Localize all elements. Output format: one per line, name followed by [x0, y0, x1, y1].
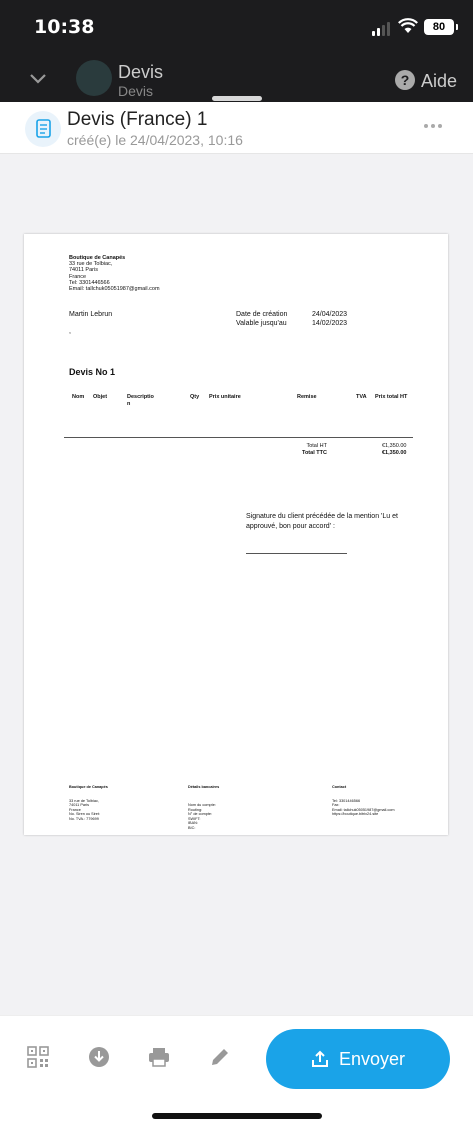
- signal-icon: [372, 22, 390, 36]
- created-label: Date de création: [236, 311, 288, 318]
- edit-icon[interactable]: [209, 1046, 231, 1068]
- more-icon[interactable]: [424, 124, 442, 128]
- wifi-icon: [398, 18, 418, 34]
- created-value: 24/04/2023: [312, 311, 348, 318]
- help-icon[interactable]: ?: [395, 70, 415, 90]
- date-labels: [236, 311, 287, 328]
- send-button[interactable]: [266, 1029, 450, 1089]
- date-values: [312, 311, 347, 328]
- valid-label: Valable jusqu'au: [236, 319, 287, 327]
- help-button[interactable]: Aide: [421, 71, 458, 91]
- status-bar: [0, 0, 473, 56]
- qr-code-icon[interactable]: [27, 1046, 49, 1068]
- document-sheet: [0, 102, 473, 1069]
- company-block: [69, 255, 160, 292]
- signature-line: [246, 553, 347, 554]
- background-subtitle: Devis: [118, 83, 154, 99]
- signature-text: Signature du client précédée de la mention 'Lu et approuvé, bon pour accord' :: [246, 513, 398, 530]
- footer-company-lines: 33 rue de Tolbiac, 74011 Paris France No. Siren ou Siret: No. TVA.: 779699: [69, 798, 101, 821]
- footer-contact-lines: Tel: 3301446566 Fax: Email: tallchuk05051987@gmail.com https://boutique.bitrix24.site: [332, 798, 395, 816]
- sheet-header: [0, 102, 473, 154]
- app-icon: [76, 60, 112, 96]
- total-ht-value: €1,350.00: [382, 443, 407, 449]
- company-name: Boutique de Canapés: [69, 255, 126, 261]
- valid-value: 14/02/2023: [312, 319, 348, 327]
- upload-icon: [311, 1050, 329, 1068]
- company-email: Email: tallchuk05051987@gmail.com: [69, 286, 160, 293]
- footer-contact-title: Contact: [332, 785, 347, 789]
- client-name: Martin Lebrun: [69, 311, 113, 318]
- column-header: Objet: [93, 394, 108, 400]
- column-header: Descriptio n: [127, 394, 154, 407]
- total-ht-label: Total HT: [306, 443, 327, 449]
- document-icon: [25, 111, 61, 147]
- company-country: France: [69, 273, 87, 280]
- sheet-grabber[interactable]: [212, 96, 262, 101]
- totals-labels: [302, 443, 327, 456]
- column-header: Qty: [190, 394, 200, 400]
- column-header: Nom: [72, 394, 85, 400]
- bottom-toolbar: [0, 1015, 473, 1126]
- totals-values: [382, 443, 406, 456]
- footer-bank-title: Détails bancaires: [188, 785, 220, 789]
- footer-bank: [188, 776, 219, 839]
- download-icon[interactable]: [88, 1046, 110, 1068]
- client-address: ,: [69, 328, 71, 335]
- document-created: créé(e) le 24/04/2023, 10:16: [67, 132, 243, 148]
- battery-icon: 80: [424, 19, 454, 35]
- company-city: 74011 Paris: [69, 267, 98, 274]
- devis-number: Devis No 1: [69, 367, 116, 377]
- clock: 10:38: [34, 16, 95, 38]
- footer-contact: [332, 776, 395, 826]
- print-icon[interactable]: [148, 1046, 170, 1068]
- background-title: Devis: [118, 62, 164, 82]
- footer-company-title: Boutique de Canapés: [69, 785, 108, 789]
- document-preview[interactable]: [24, 234, 448, 835]
- company-address: 33 rue de Tolbiac,: [69, 261, 113, 268]
- total-ttc-value: €1,350.00: [382, 449, 407, 456]
- column-header: TVA: [356, 394, 367, 400]
- column-header: Prix unitaire: [209, 394, 241, 400]
- footer-bank-lines: Nom du compte: Routing: N° de compte: SWIFT: IBAN: BIC:: [188, 803, 216, 830]
- total-ttc-label: Total TTC: [302, 449, 327, 456]
- company-tel: Tel: 3301446566: [69, 279, 110, 286]
- chevron-down-icon[interactable]: [28, 68, 48, 88]
- home-indicator: [152, 1113, 322, 1119]
- send-button-label: Envoyer: [338, 1048, 406, 1069]
- column-header: Prix total HT: [375, 394, 408, 400]
- column-header: Remise: [297, 394, 317, 400]
- table-divider: [64, 437, 413, 438]
- footer-company: [69, 776, 108, 830]
- document-title: Devis (France) 1: [67, 109, 208, 130]
